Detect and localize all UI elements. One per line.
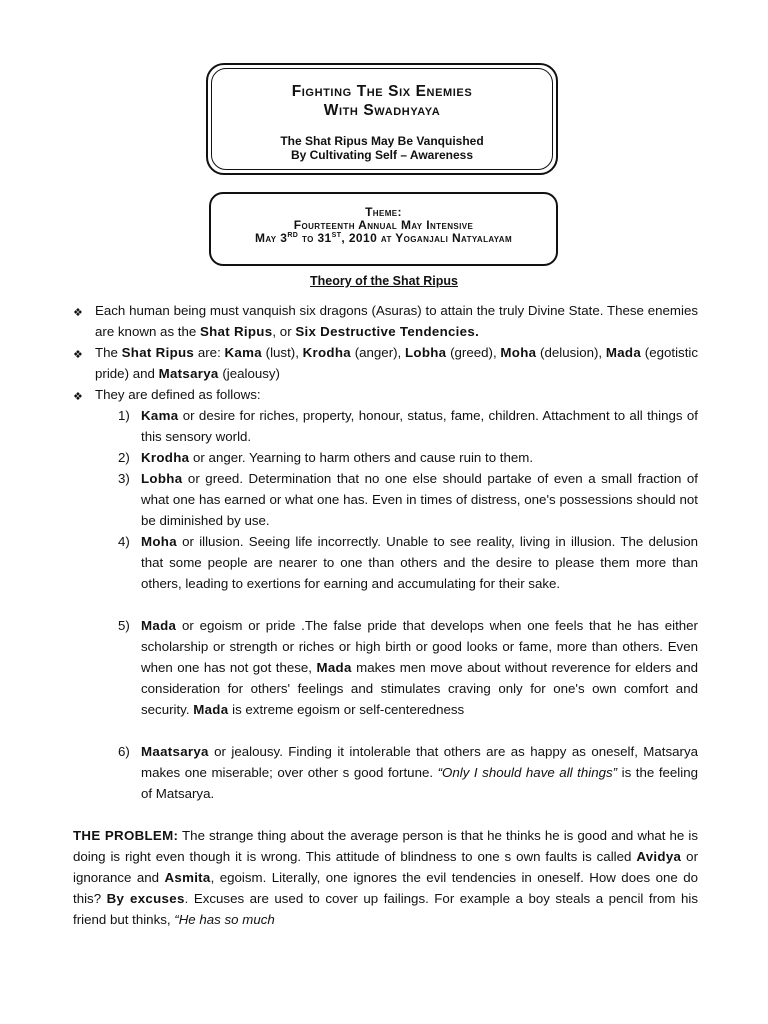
- term-six-destructive-tendencies: Six Destructive Tendencies.: [295, 324, 480, 339]
- term: Asmita: [164, 870, 211, 885]
- problem-paragraph: [73, 825, 698, 930]
- term: Mada: [193, 702, 229, 717]
- numbered-item: [118, 447, 698, 468]
- theme-date-end: to 31: [298, 231, 332, 245]
- term: Moha: [141, 534, 177, 549]
- text: or anger. Yearning to harm others and cause ruin to them.: [189, 450, 534, 465]
- numbered-item: [118, 405, 698, 447]
- term: Mada: [141, 618, 177, 633]
- diamond-bullet-icon: ❖: [73, 391, 83, 403]
- term: Kama: [141, 408, 179, 423]
- bullet-text: [95, 342, 698, 384]
- term: Krodha: [302, 345, 351, 360]
- theme-date-venue: , 2010 at Yoganjali Natyalayam: [341, 231, 513, 245]
- theme-box: [209, 192, 558, 266]
- item-number: 6): [118, 744, 130, 759]
- text: is extreme egoism or self-centeredness: [228, 702, 465, 717]
- theme-label: Theme:: [365, 205, 402, 219]
- term: Kama: [224, 345, 262, 360]
- item-text: [141, 405, 698, 447]
- title-line-2: With Swadhyaya: [323, 102, 441, 119]
- text: (anger),: [350, 345, 405, 360]
- text: or jealousy. Finding it intolerable that others are as happy as oneself, Matsarya makes one miserable; over other s good fortune.: [141, 744, 698, 780]
- item-text: [141, 741, 698, 804]
- title-box-inner-border: [211, 68, 553, 170]
- text: , egoism. Literally, one ignores the evil tendencies in oneself. How does one do this?: [73, 870, 698, 906]
- bullet-item: [73, 342, 698, 384]
- text: or illusion. Seeing life incorrectly. Unable to see reality, living in illusion. The delusion that some people are nearer to one than others and the desire to please them more than others, leading to exertions for earning and accumulating for their sake.: [141, 534, 698, 591]
- theme-event: Fourteenth Annual May Intensive: [293, 218, 474, 232]
- term: Lobha: [141, 471, 183, 486]
- text: makes men move about without reverence for elders and consideration for others' feelings and stimulates craving only for one's own comfort and security.: [141, 660, 698, 717]
- subtitle-line-1: The Shat Ripus May Be Vanquished: [280, 134, 484, 148]
- text: (jealousy): [218, 366, 280, 381]
- text: (delusion),: [536, 345, 606, 360]
- problem-label: THE PROBLEM:: [73, 828, 179, 843]
- subtitle-line-2: By Cultivating Self – Awareness: [290, 148, 474, 162]
- document-subtitle: [212, 134, 552, 162]
- item-number: 4): [118, 534, 130, 549]
- item-number: 5): [118, 618, 130, 633]
- text: or greed. Determination that no one else should partake of even a small fraction of what one has earned or what one has. Even in times of distress, one's possessions should not be diminished by use.: [141, 471, 698, 528]
- term: Shat Ripus: [121, 345, 195, 360]
- text: , or: [272, 324, 296, 339]
- item-text: [141, 468, 698, 531]
- item-number: 3): [118, 471, 130, 486]
- theme-date-start: May 3: [254, 231, 288, 245]
- text: The strange thing about the average person is that he thinks he is good and what he is doing is right even though it is wrong. This attitude of blindness to one s own faults is called: [73, 828, 698, 864]
- text: The: [95, 345, 122, 360]
- diamond-bullet-icon: ❖: [73, 307, 83, 319]
- text: Each human being must vanquish six dragons (Asuras) to attain the truly Divine State. These enemies are known as the: [95, 303, 698, 339]
- bullet-text: They are defined as follows:: [95, 387, 261, 402]
- section-heading: Theory of the Shat Ripus: [310, 274, 458, 288]
- bullet-text: [95, 300, 698, 342]
- item-text: [141, 447, 698, 468]
- text: or egoism or pride .The false pride that develops when one feels that he has either scholarship or strength or riches or high birth or good looks or fame, more than others. Even when one has not got these,: [141, 618, 698, 675]
- title-box: [206, 63, 558, 175]
- text: are:: [194, 345, 225, 360]
- numbered-item: [118, 468, 698, 531]
- item-text: [141, 531, 698, 594]
- term: Lobha: [404, 345, 447, 360]
- text: (lust),: [261, 345, 303, 360]
- item-number: 2): [118, 450, 130, 465]
- item-number: 1): [118, 408, 130, 423]
- item-text: [141, 615, 698, 720]
- term: Matsarya: [158, 366, 219, 381]
- term: Avidya: [636, 849, 682, 864]
- text: (greed),: [446, 345, 501, 360]
- numbered-item: [118, 615, 698, 720]
- document-title: [212, 82, 552, 120]
- bullet-item: [73, 300, 698, 342]
- text: or desire for riches, property, honour, status, fame, children. Attachment to all things of this sensory world.: [141, 408, 698, 444]
- text: is the feeling of Matsarya.: [141, 765, 699, 801]
- term: Krodha: [141, 450, 190, 465]
- term: By excuses: [106, 891, 185, 906]
- term-shat-ripus: Shat Ripus: [199, 324, 273, 339]
- bullet-item: [73, 384, 698, 405]
- text: or ignorance and: [73, 849, 698, 885]
- text: . Excuses are used to cover up failings. For example a boy steals a pencil from his friend but thinks,: [73, 891, 698, 927]
- theme-date-sup-rd: RD: [287, 232, 299, 239]
- term: Maatsarya: [141, 744, 209, 759]
- numbered-item: [118, 531, 698, 594]
- diamond-bullet-icon: ❖: [73, 349, 83, 361]
- title-line-1: Fighting The Six Enemies: [291, 83, 473, 100]
- quote: “Only I should have all things”: [437, 765, 618, 780]
- term: Mada: [316, 660, 352, 675]
- text: (egotistic pride) and: [95, 345, 698, 381]
- quote: “He has so much: [174, 912, 275, 927]
- numbered-item: [118, 741, 698, 804]
- term: Moha: [500, 345, 537, 360]
- term: Mada: [605, 345, 642, 360]
- theme-date: [211, 232, 556, 245]
- theme-date-sup-st: ST: [331, 232, 342, 239]
